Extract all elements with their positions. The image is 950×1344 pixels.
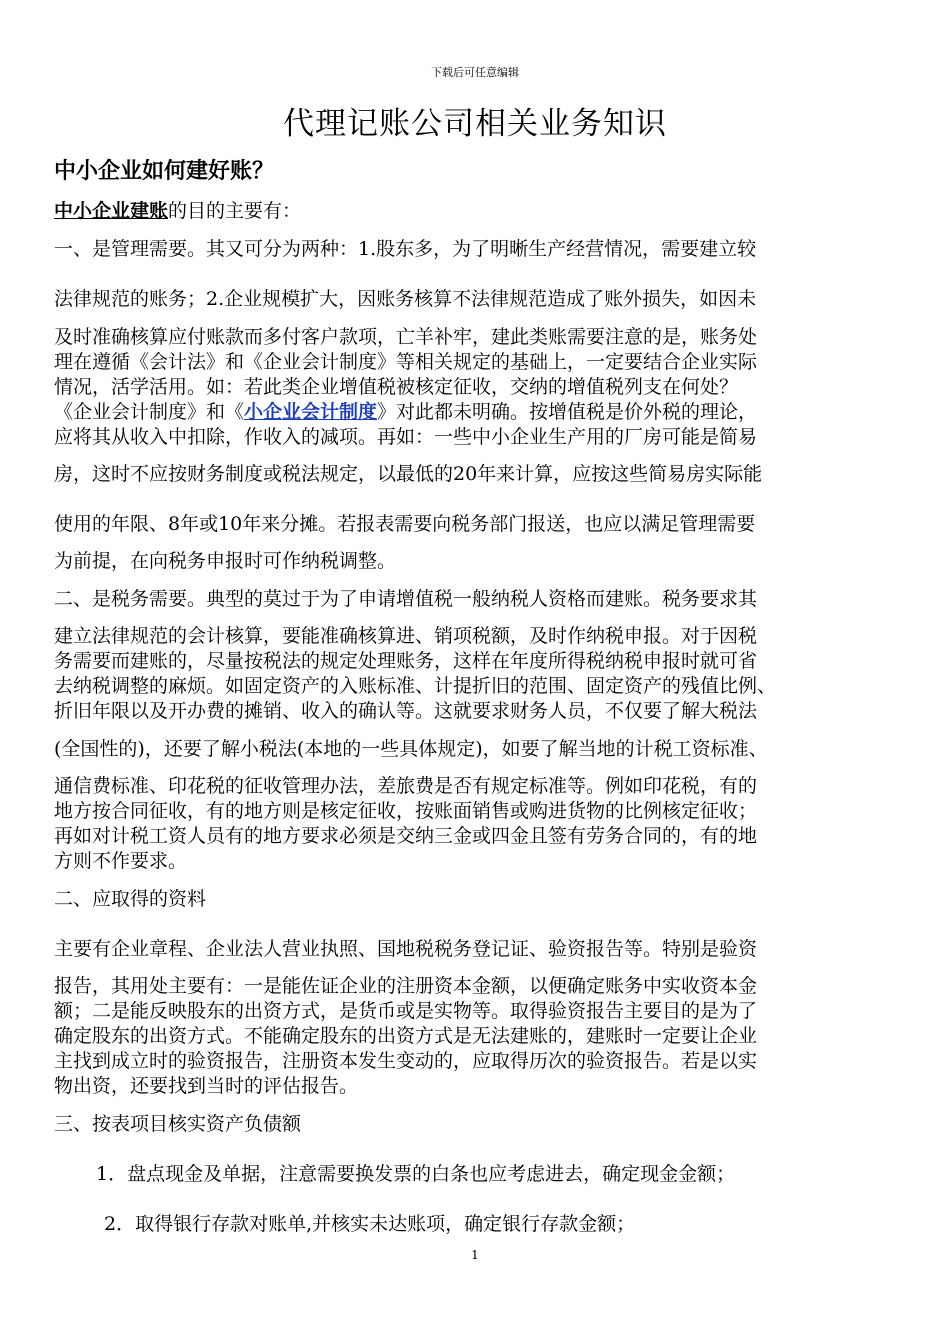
paragraph-line: 方则不作要求。 [54, 850, 188, 872]
paragraph-line: 及时准确核算应付账款而多付客户款项，亡羊补牢，建此类账需要注意的是，账务处 [54, 326, 758, 348]
paragraph-line: 主找到成立时的验资报告，注册资本发生变动的，应取得历次的验资报告。若是以实 [54, 1050, 758, 1072]
line-text-before-link: 《企业会计制度》和《 [54, 401, 245, 423]
line-text-after-link: 》对此都未明确。按增值税是价外税的理论， [377, 401, 758, 423]
paragraph-line: 报告，其用处主要有：一是能佐证企业的注册资本金额，以便确定账务中实收资本金 [54, 975, 758, 997]
paragraph-line: 去纳税调整的麻烦。如固定资产的入账标准、计提折旧的范围、固定资产的残值比例、 [54, 675, 777, 697]
paragraph-line: (全国性的)，还要了解小税法(本地的一些具体规定)，如要了解当地的计税工资标准、 [54, 738, 768, 760]
paragraph-line: 通信费标准、印花税的征收管理办法，差旅费是否有规定标准等。例如印花税，有的 [54, 775, 758, 797]
paragraph-line: 为前提，在向税务申报时可作纳税调整。 [54, 550, 397, 572]
intro-line [54, 198, 904, 224]
paragraph-line: 建立法律规范的会计核算，要能准确核算进、销项税额，及时作纳税申报。对于因税 [54, 625, 758, 647]
paragraph-line: 主要有企业章程、企业法人营业执照、国地税税务登记证、验资报告等。特别是验资 [54, 938, 758, 960]
page-number: 1 [471, 1248, 479, 1262]
paragraph-line [54, 399, 904, 425]
paragraph-line: 地方按合同征收，有的地方则是核定征收，按账面销售或购进货物的比例核定征收； [54, 800, 758, 822]
inline-link-small-enterprise-accounting[interactable]: 小企业会计制度 [244, 401, 378, 423]
paragraph-line: 折旧年限以及开办费的摊销、收入的确认等。这就要求财务人员，不仅要了解大税法 [54, 700, 758, 722]
paragraph-line: 再如对计税工资人员有的地方要求必须是交纳三金或四金且签有劳务合同的，有的地 [54, 825, 758, 847]
intro-text: 的目的主要有： [168, 200, 302, 222]
paragraph-line: 物出资，还要找到当时的评估报告。 [54, 1075, 359, 1097]
paragraph-line: 情况，活学活用。如：若此类企业增值税被核定征收，交纳的增值税列支在何处？ [54, 376, 739, 398]
list-item: 1．盘点现金及单据，注意需要换发票的白条也应考虑进去，确定现金金额； [96, 1163, 736, 1185]
paragraph-line: 一、是管理需要。其又可分为两种：1.股东多，为了明晰生产经营情况，需要建立较 [54, 238, 757, 260]
paragraph-line: 务需要而建账的，尽量按税法的规定处理账务，这样在年度所得税纳税申报时就可省 [54, 650, 758, 672]
paragraph-line: 应将其从收入中扣除，作收入的减项。再如：一些中小企业生产用的厂房可能是简易 [54, 426, 758, 448]
paragraph-line: 额；二是能反映股东的出资方式，是货币或是实物等。取得验资报告主要目的是为了 [54, 1000, 758, 1022]
paragraph-line: 房，这时不应按财务制度或税法规定，以最低的20年来计算，应按这些简易房实际能 [54, 463, 763, 485]
paragraph-line: 使用的年限、8年或10年来分摊。若报表需要向税务部门报送，也应以满足管理需要 [54, 513, 756, 535]
paragraph-line: 法律规范的账务；2.企业规模扩大，因账务核算不法律规范造成了账外损失，如因未 [54, 288, 757, 310]
document-title: 代理记账公司相关业务知识 [283, 106, 667, 142]
intro-link[interactable]: 中小企业建账 [54, 200, 169, 222]
header-note: 下载后可任意编辑 [431, 66, 519, 79]
subsection-heading: 二、应取得的资料 [54, 888, 207, 910]
subsection-heading: 三、按表项目核实资产负债额 [54, 1113, 302, 1135]
section-heading: 中小企业如何建好账？ [54, 159, 275, 184]
list-item: 2．取得银行存款对账单,并核实未达账项，确定银行存款金额； [104, 1213, 636, 1235]
paragraph-line: 确定股东的出资方式。不能确定股东的出资方式是无法建账的，建账时一定要让企业 [54, 1025, 758, 1047]
paragraph-line: 理在遵循《会计法》和《企业会计制度》等相关规定的基础上，一定要结合企业实际 [54, 351, 758, 373]
paragraph-line: 二、是税务需要。典型的莫过于为了申请增值税一般纳税人资格而建账。税务要求其 [54, 588, 758, 610]
